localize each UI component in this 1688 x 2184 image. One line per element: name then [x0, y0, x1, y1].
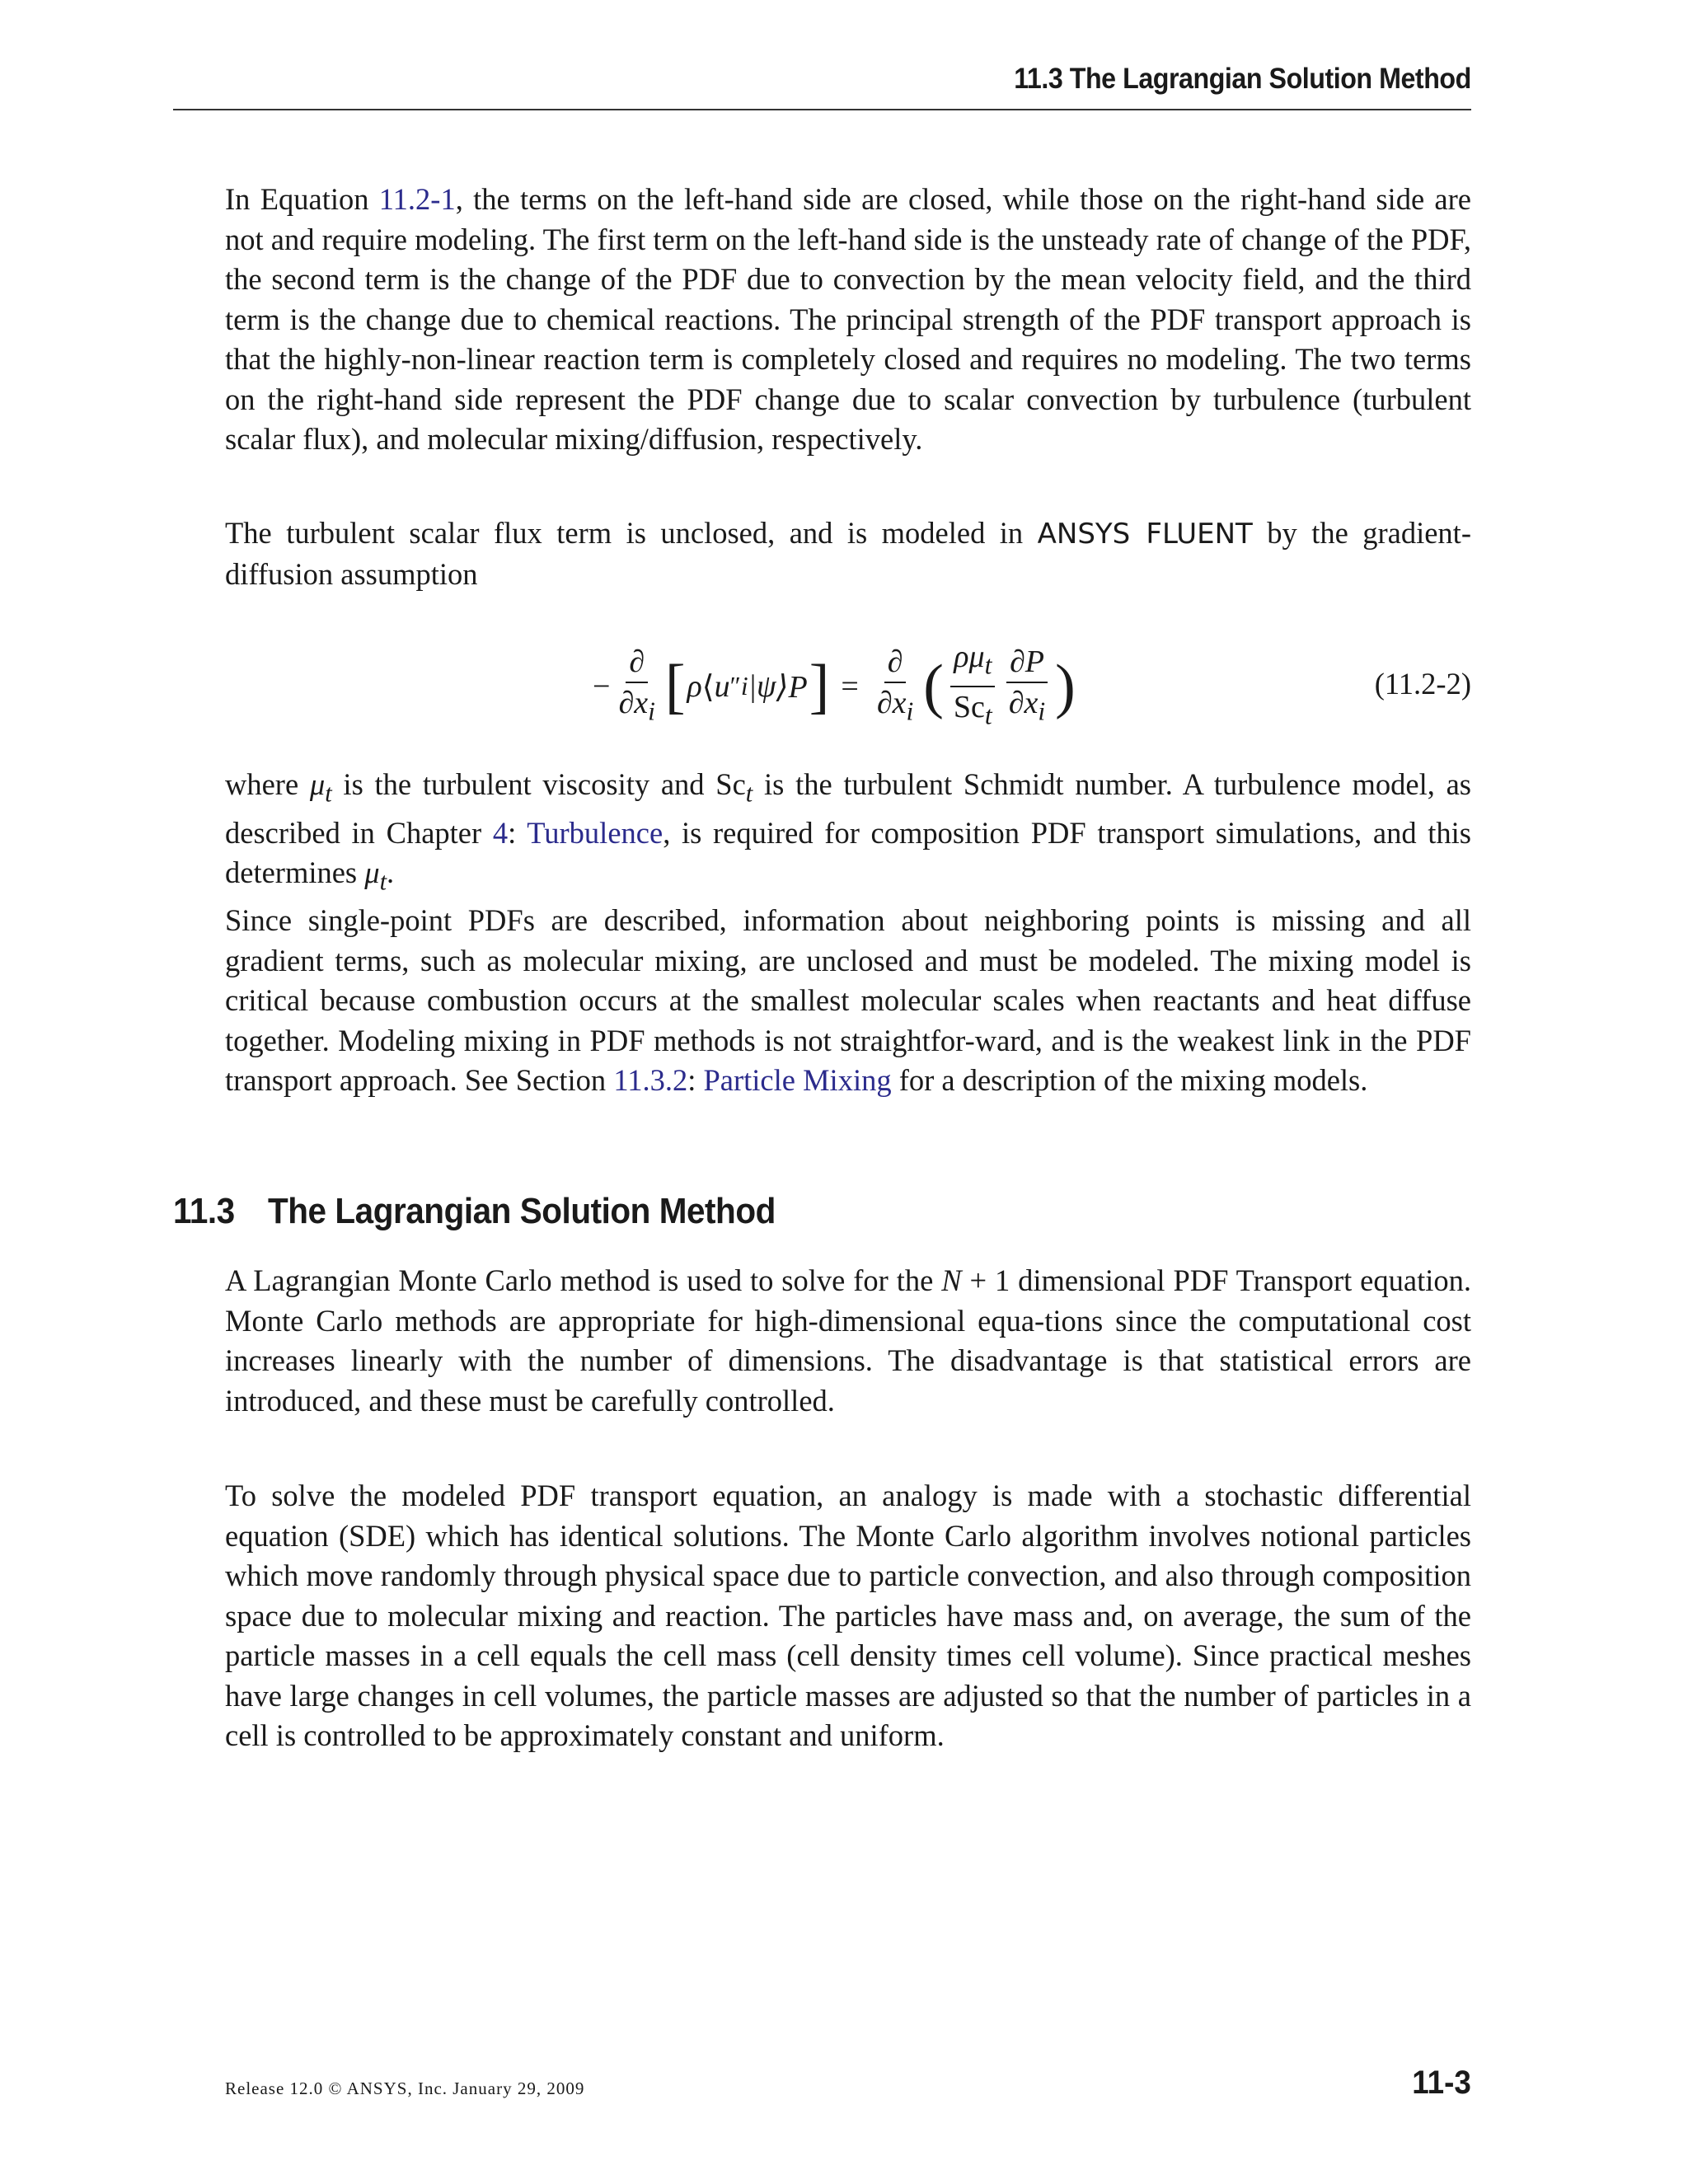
math-mu: μ [364, 855, 380, 890]
equation-11-2-2 [225, 641, 1471, 732]
paragraph-text [225, 513, 1471, 594]
subscript-t: t [745, 779, 753, 808]
text-run: In Equation [225, 182, 379, 216]
text-run: for a description of the mixing models. [891, 1063, 1368, 1097]
text-run: Since single-point PDFs are described, information about neighboring points is missing and all gradient terms, such as molecular mixing, are unclosed and must be modeled. The mixing model is critical because combustion occurs at the smallest molecular scales when reactants and heat diffuse together. Modeling mixing in PDF methods is not straightfor-ward, and is the weakest link in the PDF transport approach. See Section [225, 903, 1471, 1097]
running-header-title: 11.3 The Lagrangian Solution Method [1014, 63, 1471, 95]
numerator [1006, 644, 1048, 683]
var-x: x [892, 685, 907, 720]
math-mu: μ [309, 767, 326, 801]
equation-number: (11.2-2) [1374, 667, 1471, 701]
paragraph-text [225, 180, 1471, 460]
math-n: N [941, 1263, 962, 1297]
section-number: 11.3 [173, 1191, 235, 1231]
rho: ρ [687, 669, 702, 704]
denominator [950, 687, 996, 734]
var-p: P [1025, 644, 1044, 679]
particle-mixing-link[interactable]: Particle Mixing [703, 1063, 892, 1097]
partial-symbol: ∂ [1009, 644, 1025, 679]
paragraph-2 [225, 513, 1471, 594]
text-run: is the turbulent Schmidt number. A turbulence model, as described in Chapter [225, 767, 1471, 850]
left-paren: ( [923, 653, 944, 720]
page-number: 11-3 [1412, 2064, 1471, 2101]
product-name: ANSYS FLUENT [1037, 518, 1253, 551]
partial-symbol: ∂ [618, 685, 635, 720]
right-bracket: ] [809, 653, 830, 720]
numerator: ∂ [626, 644, 648, 683]
equals-sign: = [841, 669, 859, 704]
partial-symbol: ∂ [1008, 685, 1025, 720]
subscript-i: i [1038, 696, 1046, 726]
left-angle: ⟨ [701, 669, 715, 705]
text-run: The turbulent scalar flux term is unclosed, and is modeled in [225, 516, 1038, 550]
numerator: ∂ [884, 644, 907, 683]
subscript-i: i [906, 696, 914, 726]
text-run: . [387, 855, 395, 890]
section-heading [173, 1191, 776, 1232]
chapter-link[interactable]: 4 [492, 815, 509, 850]
fraction-rho-mu-sc [950, 639, 996, 733]
text-run: is the turbulent viscosity and [331, 767, 716, 801]
var-x: x [634, 685, 649, 720]
conditional-psi: |ψ [748, 669, 776, 704]
paragraph-5 [225, 1261, 1471, 1421]
paragraph-text [225, 901, 1471, 1101]
left-bracket: [ [664, 653, 686, 720]
text-run: + 1 dimensional PDF Transport equation. Monte Carlo methods are appropriate for high-dimensional equa-tions since the computational cost increases linearly with the number of dimensions. The disadvantage is that statistical errors are introduced, and these must be carefully controlled. [225, 1263, 1471, 1418]
denominator [874, 683, 917, 730]
paragraph-4 [225, 901, 1471, 1101]
right-paren: ) [1055, 653, 1076, 720]
fraction-d-dxi [615, 644, 658, 730]
subscript-t: t [984, 651, 992, 680]
rho: ρ [954, 640, 969, 675]
paragraph-6 [225, 1476, 1471, 1756]
section-title: The Lagrangian Solution Method [268, 1191, 776, 1231]
math-sc: Sc [715, 767, 746, 801]
text-run: A Lagrangian Monte Carlo method is used to solve for the [225, 1263, 942, 1297]
numerator [950, 639, 995, 687]
subscript-i: i [740, 672, 748, 701]
subscript-i: i [648, 696, 655, 726]
var-u: u [714, 669, 730, 704]
partial-symbol: ∂ [876, 685, 893, 720]
denominator [1006, 683, 1048, 730]
footer-release: Release 12.0 © ANSYS, Inc. January 29, 2009 [225, 2079, 585, 2098]
text-run: where [225, 767, 310, 801]
subscript-t: t [379, 867, 387, 896]
running-header [173, 59, 1471, 110]
equation-link[interactable]: 11.2-1 [378, 182, 456, 216]
paragraph-text: To solve the modeled PDF transport equation, an analogy is made with a stochastic differential equation (SDE) which has identical solutions. The Monte Carlo algorithm involves notional particles which move randomly through physical space due to particle convection, and also through composition space due to molecular mixing and reaction. The particles have mass and, on average, the sum of the particle masses in a cell equals the cell mass (cell density times cell volume). Since practical meshes have large changes in cell volumes, the particle masses are adjusted so that the number of particles in a cell is controlled to be approximately constant and uniform. [225, 1479, 1471, 1752]
mu: μ [968, 640, 985, 675]
turbulence-link[interactable]: Turbulence [527, 815, 663, 850]
equation-body [593, 641, 1077, 732]
fraction-d-dxi [874, 644, 917, 730]
denominator [615, 683, 658, 730]
double-prime: ″ [729, 672, 741, 701]
schmidt: Sc [953, 690, 985, 724]
var-x: x [1024, 685, 1039, 720]
subscript-t: t [984, 701, 992, 730]
paragraph-text [225, 1261, 1471, 1421]
paragraph-3 [225, 765, 1471, 902]
text-run: , the terms on the left-hand side are closed, while those on the right-hand side are not and require modeling. The first term on the left-hand side is the unsteady rate of change of the PDF, the second term is the change of the PDF due to convection by the mean velocity field, and the third term is the change due to chemical reactions. The principal strength of the PDF transport approach is that the highly-non-linear reaction term is completely closed and requires no modeling. The two terms on the right-hand side represent the PDF change due to scalar convection by turbulence (turbulent scalar flux), and molecular mixing/diffusion, respectively. [225, 182, 1471, 456]
right-angle-p: ⟩P [776, 669, 808, 705]
paragraph-text [225, 765, 1471, 902]
text-run: , is required for composition PDF transport simulations, and this determines [225, 815, 1471, 890]
section-link[interactable]: 11.3.2 [613, 1063, 688, 1097]
text-run: by the gradient-diffusion assumption [225, 516, 1471, 591]
text-run: : [687, 1063, 704, 1097]
text-run: : [508, 815, 528, 850]
minus-sign: − [593, 669, 611, 704]
subscript-t: t [325, 779, 332, 808]
fraction-dp-dxi [1006, 644, 1048, 730]
paragraph-1 [225, 180, 1471, 460]
